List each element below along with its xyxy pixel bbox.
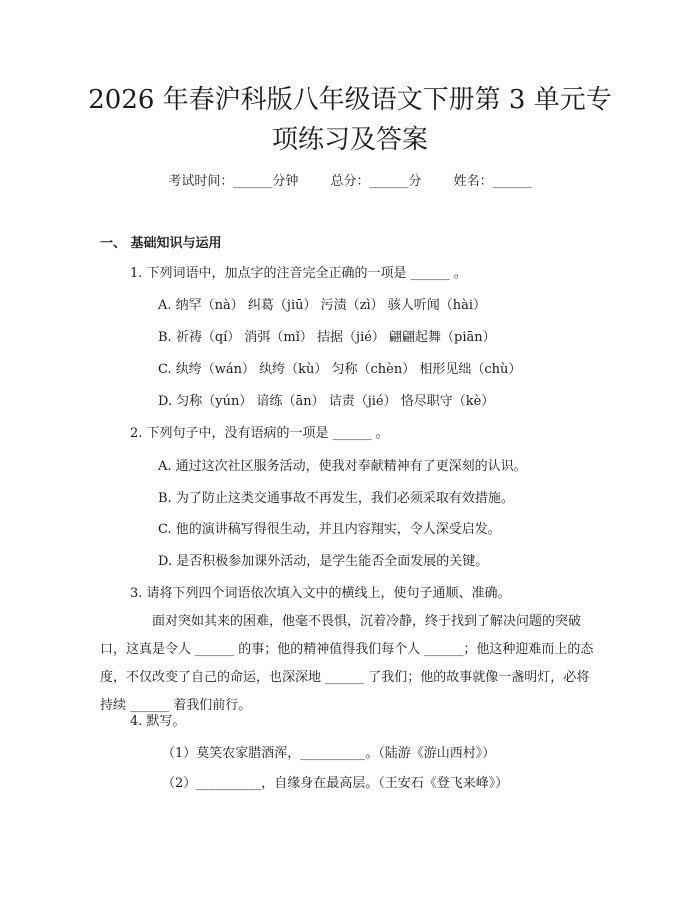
exam-meta: [0, 170, 700, 189]
q3-paragraph-text: 面对突如其来的困难，他毫不畏惧，沉着冷静，终于找到了解决问题的突破口，这真是令人 ______ 的事；他的精神值得我们每个人 ______；他这种迎难而上的态度，不仅改变了自己的命运，也深深地 ______ 了我们；他的故事就像一盏明灯，必将持续 ______ 着我们前行。: [100, 614, 594, 713]
q2-option-a: A. 通过这次社区服务活动，使我对奉献精神有了更深刻的认识。: [158, 459, 527, 474]
exam-time: 考试时间：______分钟: [168, 174, 299, 189]
q3-paragraph: [100, 608, 600, 720]
document-title: [60, 80, 640, 160]
q4-item-1: （1）莫笑农家腊酒浑，__________。（陆游《游山西村》）: [162, 746, 496, 761]
exam-score: 总分：______分: [330, 174, 422, 189]
q4-item-2: （2）__________，自缘身在最高层。（王安石《登飞来峰》）: [162, 776, 509, 791]
q2-option-b: B. 为了防止这类交通事故不再发生，我们必须采取有效措施。: [158, 491, 514, 506]
question-2: 2. 下列句子中，没有语病的一项是 ______ 。: [130, 426, 389, 441]
title-line-1: 2026 年春沪科版八年级语文下册第 3 单元专: [88, 85, 612, 115]
question-1: 1. 下列词语中，加点字的注音完全正确的一项是 ______ 。: [130, 266, 467, 281]
q2-option-d: D. 是否积极参加课外活动，是学生能否全面发展的关键。: [158, 554, 489, 569]
question-4: 4. 默写。: [130, 714, 186, 729]
question-3: 3. 请将下列四个词语依次填入文中的横线上，使句子通顺、准确。: [130, 586, 511, 601]
exam-name: 姓名：______: [453, 174, 532, 189]
q2-option-c: C. 他的演讲稿写得很生动，并且内容翔实，令人深受启发。: [158, 522, 501, 537]
q1-option-b: B. 祈祷（qí） 消弭（mǐ） 拮据（jié） 翩翩起舞（piān）: [158, 330, 496, 345]
title-line-2: 项练习及答案: [271, 125, 428, 155]
q1-option-d: D. 匀称（yún） 谙练（ān） 诘责（jié） 恪尽职守（kè）: [158, 394, 495, 409]
section-heading: 一、 基础知识与运用: [100, 236, 222, 251]
q1-option-c: C. 纨绔（wán） 纨绔（kù） 匀称（chèn） 相形见绌（chù）: [158, 362, 522, 377]
q1-option-a: A. 纳罕（nà） 纠葛（jiū） 污渍（zì） 骇人听闻（hài）: [158, 298, 487, 313]
